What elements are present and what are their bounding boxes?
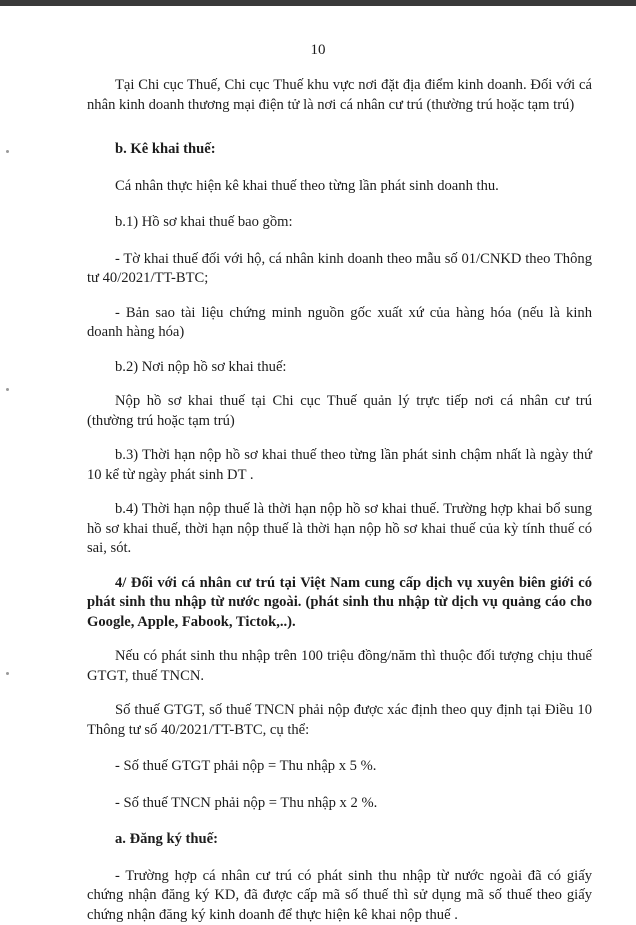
list-item: - Tờ khai thuế đối với hộ, cá nhân kinh doanh theo mẫu số 01/CNKD theo Thông tư 40/2021/TT-BTC; xyxy=(87,250,592,289)
paragraph: b.4) Thời hạn nộp thuế là thời hạn nộp hồ sơ khai thuế. Trường hợp khai bổ sung hồ sơ khai thuế, thời hạn nộp thuế là thời hạn nộp hồ sơ khai thuế của kỳ tính thuế có sai, sót. xyxy=(87,500,592,559)
section-heading: b. Kê khai thuế: xyxy=(87,140,592,160)
subsection-heading: b.1) Hồ sơ khai thuế bao gồm: xyxy=(87,213,592,233)
scan-top-border xyxy=(0,0,636,6)
list-item: - Bản sao tài liệu chứng minh nguồn gốc xuất xứ của hàng hóa (nếu là kinh doanh hàng hóa) xyxy=(87,304,592,343)
paragraph: Tại Chi cục Thuế, Chi cục Thuế khu vực nơi đặt địa điểm kinh doanh. Đối với cá nhân kinh doanh thương mại điện tử là nơi cá nhân cư trú (thường trú hoặc tạm trú) xyxy=(87,76,592,115)
scan-margin-mark xyxy=(6,150,9,153)
paragraph: Số thuế GTGT, số thuế TNCN phải nộp được xác định theo quy định tại Điều 10 Thông tư số 40/2021/TT-BTC, cụ thể: xyxy=(87,701,592,740)
section-heading: 4/ Đối với cá nhân cư trú tại Việt Nam cung cấp dịch vụ xuyên biên giới có phát sinh thu nhập từ nước ngoài. (phát sinh thu nhập từ dịch vụ quảng cáo cho Google, Apple, Fabook, Tictok,..). xyxy=(87,574,592,633)
scan-margin-mark xyxy=(6,388,9,391)
formula-line: - Số thuế GTGT phải nộp = Thu nhập x 5 %. xyxy=(87,757,592,777)
paragraph: b.3) Thời hạn nộp hồ sơ khai thuế theo từng lần phát sinh chậm nhất là ngày thứ 10 kể từ ngày phát sinh DT . xyxy=(87,446,592,485)
document-body xyxy=(87,76,592,925)
paragraph: Cá nhân thực hiện kê khai thuế theo từng lần phát sinh doanh thu. xyxy=(87,177,592,197)
subsection-heading: b.2) Nơi nộp hồ sơ khai thuế: xyxy=(87,358,592,378)
formula-line: - Số thuế TNCN phải nộp = Thu nhập x 2 %. xyxy=(87,794,592,814)
page-number: 10 xyxy=(0,42,636,59)
paragraph: - Trường hợp cá nhân cư trú có phát sinh thu nhập từ nước ngoài đã có giấy chứng nhận đăng ký KD, đã được cấp mã số thuế thì sử dụng mã số thuế theo giấy chứng nhận đăng ký kinh doanh để thực hiện kê khai nộp thuế . xyxy=(87,867,592,925)
section-heading: a. Đăng ký thuế: xyxy=(87,830,592,850)
scan-margin-mark xyxy=(6,672,9,675)
paragraph: Nộp hồ sơ khai thuế tại Chi cục Thuế quản lý trực tiếp nơi cá nhân cư trú (thường trú hoặc tạm trú) xyxy=(87,392,592,431)
paragraph: Nếu có phát sinh thu nhập trên 100 triệu đồng/năm thì thuộc đối tượng chịu thuế GTGT, thuế TNCN. xyxy=(87,647,592,686)
